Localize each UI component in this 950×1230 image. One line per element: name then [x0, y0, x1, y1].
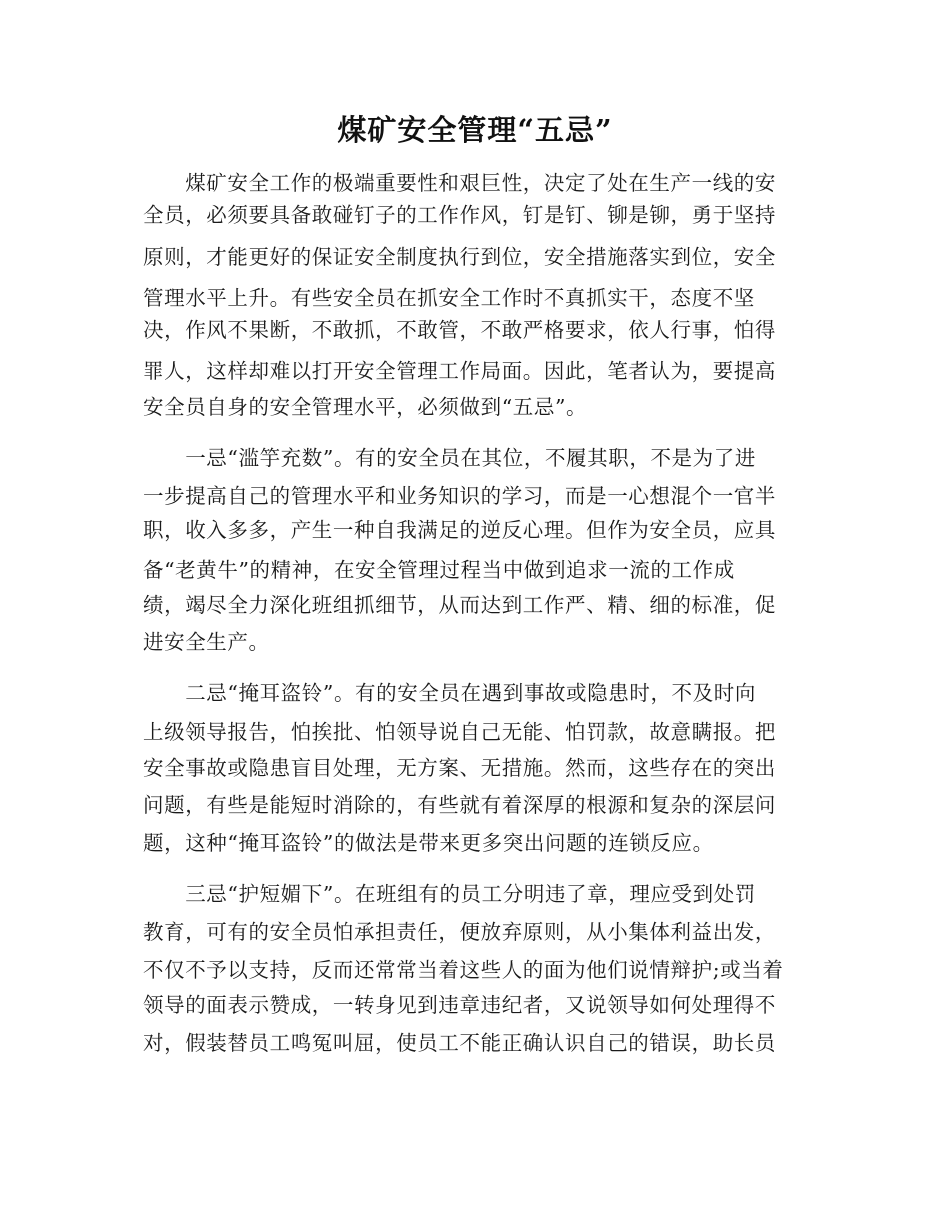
- paragraph-2-line-1: 一忌“滥竽充数”。有的安全员在其位，不履其职，不是为了进: [143, 446, 756, 470]
- paragraph-2-line-6: 进安全生产。: [143, 630, 270, 654]
- paragraph-1-line-6: 罪人，这样却难以打开安全管理工作局面。因此，笔者认为，要提高: [143, 359, 776, 383]
- paragraph-1-line-3: 原则，才能更好的保证安全制度执行到位，安全措施落实到位，安全: [143, 245, 776, 269]
- paragraph-3-line-4: 问题，有些是能短时消除的，有些就有着深厚的根源和复杂的深层问: [143, 793, 776, 817]
- paragraph-4-line-3: 不仅不予以支持，反而还常常当着这些人的面为他们说情辩护;或当着: [143, 958, 784, 982]
- document-title: 煤矿安全管理“五忌”: [337, 113, 613, 147]
- paragraph-2-line-3: 职，收入多多，产生一种自我满足的逆反心理。但作为安全员，应具: [143, 518, 776, 542]
- paragraph-1-line-7: 安全员自身的安全管理水平，必须做到“五忌”。: [143, 395, 588, 419]
- paragraph-2-line-2: 一步提高自己的管理水平和业务知识的学习，而是一心想混个一官半: [143, 484, 776, 508]
- paragraph-1-line-4: 管理水平上升。有些安全员在抓安全工作时不真抓实干，态度不坚: [143, 286, 755, 310]
- paragraph-4-line-4: 领导的面表示赞成，一转身见到违章违纪者，又说领导如何处理得不: [143, 993, 776, 1017]
- paragraph-4-line-5: 对，假装替员工鸣冤叫屈，使员工不能正确认识自己的错误，助长员: [143, 1031, 776, 1055]
- paragraph-3-line-1: 二忌“掩耳盗铃”。有的安全员在遇到事故或隐患时，不及时向: [143, 681, 756, 705]
- paragraph-2-line-4: 备“老黄牛”的精神，在安全管理过程当中做到追求一流的工作成: [143, 558, 735, 582]
- paragraph-3-line-5: 题，这种“掩耳盗铃”的做法是带来更多突出问题的连锁反应。: [143, 831, 714, 855]
- paragraph-1-line-1: 煤矿安全工作的极端重要性和艰巨性，决定了处在生产一线的安: [143, 171, 776, 195]
- paragraph-1-line-2: 全员，必须要具备敢碰钉子的工作作风，钉是钉、铆是铆，勇于坚持: [143, 203, 776, 227]
- paragraph-3-line-2: 上级领导报告，怕挨批、怕领导说自己无能、怕罚款，故意瞒报。把: [143, 720, 776, 744]
- paragraph-4-line-2: 教育，可有的安全员怕承担责任，便放弃原则，从小集体利益出发，: [143, 920, 776, 944]
- paragraph-1-line-5: 决，作风不果断，不敢抓，不敢管，不敢严格要求，依人行事，怕得: [143, 318, 776, 342]
- paragraph-2-line-5: 绩，竭尽全力深化班组抓细节，从而达到工作严、精、细的标准，促: [143, 593, 776, 617]
- paragraph-3-line-3: 安全事故或隐患盲目处理，无方案、无措施。然而，这些存在的突出: [143, 756, 776, 780]
- paragraph-4-line-1: 三忌“护短媚下”。在班组有的员工分明违了章，理应受到处罚: [143, 882, 756, 906]
